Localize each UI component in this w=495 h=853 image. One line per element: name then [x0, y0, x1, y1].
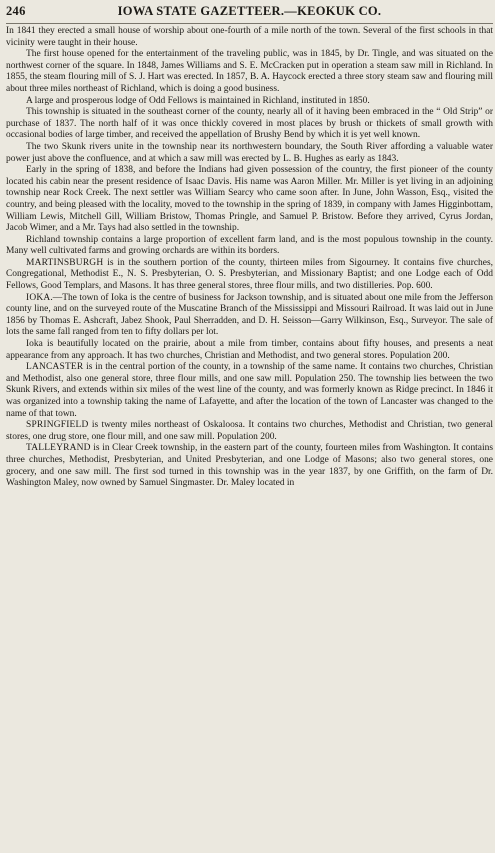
paragraph-text: A large and prosperous lodge of Odd Fellows is maintained in Richland, instituted in 1850. [26, 95, 370, 106]
town-name: IOKA [26, 292, 51, 303]
running-head: IOWA STATE GAZETTEER.—KEOKUK CO. [117, 4, 382, 18]
paragraph-text: In 1841 they erected a small house of worship about one-fourth of a mile north of the town. Several of the first schools in that vicinity were taught in their house. [6, 26, 493, 48]
paragraph-text: is in the southern portion of the county, thirteen miles from Sigourney. It contains five churches, Congregational, Methodist E., N. S. Presbyterian, O. S. Presbyterian, and Missionary Baptist; and one Lodge each of Odd Fellows, Good Templars, and Masons. It has three general stores, three flour mills, and two distilleries. Pop. 600. [6, 257, 493, 292]
paragraph-text: .—The town of Ioka is the centre of business for Jackson township, and is situated about one mile from the Jefferson county line, and on the surveyed route of the Muscatine Branch of the Mississippi and Missouri Railroad. It was laid out in June 1856 by Thomas E. Ashcraft, Jabez Shook, Paul Sherradden, and D. H. Seisson—Garry Wilkinson, Esq., Surveyor. The sale of lots the same fall ranged from ten to fifty dollars per lot. [6, 292, 493, 338]
para-lancaster [6, 362, 493, 420]
para-1841-worship-house [6, 26, 493, 49]
town-name: LANCASTER [26, 362, 84, 373]
para-richland-farm-land [6, 235, 493, 258]
paragraph-text: is in Clear Creek township, in the eastern part of the county, fourteen miles from Washington. It contains three churches, Methodist, Presbyterian, and United Presbyterian, and one Lodge of Masons; also two general stores, one grocery, and one saw mill. The first sod turned in this township was in the year 1837, by one Griffith, on the farm of Dr. Washington Maley, now owned by Samuel Singmaster. Dr. Maley located in [6, 443, 493, 489]
para-first-house [6, 49, 493, 95]
page-header [6, 4, 493, 24]
para-talleyrand [6, 443, 493, 489]
town-name: TALLEYRAND [26, 443, 91, 454]
para-ioka-location [6, 339, 493, 362]
para-martinsburgh [6, 258, 493, 293]
para-springfield [6, 420, 493, 443]
town-name: SPRINGFIELD [26, 420, 89, 431]
page-number: 246 [6, 4, 26, 18]
para-odd-fellows [6, 96, 493, 108]
para-township-location [6, 107, 493, 142]
town-name: MARTINSBURGH [26, 257, 104, 268]
article-body [6, 26, 493, 490]
paragraph-text: The first house opened for the entertainment of the traveling public, was in 1845, by Dr. Tingle, and was situated on the northwest corner of the square. In 1848, James Williams and S. E. McCracken put in operation a steam saw mill in Richland. In 1855, the steam flouring mill of S. J. Hart was erected. In 1857, B. A. Haycock erected a three story steam saw and flouring mill about three miles northeast of Richland, which is doing a good business. [6, 49, 493, 94]
paragraph-text: Ioka is beautifully located on the prairie, about a mile from timber, contains about fifty houses, and presents a neat appearance from any approach. It has two churches, Christian and Methodist, and two general stores. Population 200. [6, 339, 493, 361]
para-first-pioneer [6, 165, 493, 235]
para-ioka [6, 293, 493, 339]
paragraph-text: Richland township contains a large proportion of excellent farm land, and is the most populous township in the county. Many well cultivated farms and growing orchards are within its borders. [6, 234, 493, 257]
paragraph-text: is in the central portion of the county, in a township of the same name. It contains two churches, Christian and Methodist, also one general store, three flour mills, and one saw mill. Population 250. The township lies between the two Skunk Rivers, and extends within six miles of the west line of the county, and was formerly known as Ridge precinct. In 1846 it was organized into a township taking the name of Lafayette, and after the location of the town of Lancaster was changed to the name of that town. [6, 362, 493, 419]
paragraph-text: This township is situated in the southeast corner of the county, nearly all of it having been embraced in the “ Old Strip” or purchase of 1837. The north half of it was once thickly covered in most places by brush or thickets of small growth with occasional bodies of large timber, and received the appellation of Brushy Bend by which it is yet well known. [6, 107, 493, 141]
paragraph-text: The two Skunk rivers unite in the township near its northwestern boundary, the South River affording a valuable water power just above the confluence, and at which a saw mill was erected by L. B. Hughes as early as 1843. [6, 141, 493, 164]
paragraph-text: Early in the spring of 1838, and before the Indians had given possession of the country, the first pioneer of the county located his cabin near the present residence of Isaac Davis. His name was Aaron Miller. Mr. Miller is yet living in an adjoining township near Rock Creek. The next settler was William Searcy who came soon after. In June, John Wasson, Esq., visited the country, and being pleased with the locality, moved to the township in the spring of 1839, in company with James Higginbottam, William Lewis, Mitchell Gill, William Bristow, Thomas Pringle, and Samuel P. Bristow. Before they arrived, Cyrus Jordan, Jacob Wimer, and a Mr. Tays had also settled in the township. [6, 165, 493, 234]
para-skunk-rivers [6, 142, 493, 165]
paragraph-text: is twenty miles northeast of Oskaloosa. It contains two churches, Methodist and Christian, two general stores, one drug store, one flour mill, and one saw mill. Population 200. [6, 420, 493, 442]
